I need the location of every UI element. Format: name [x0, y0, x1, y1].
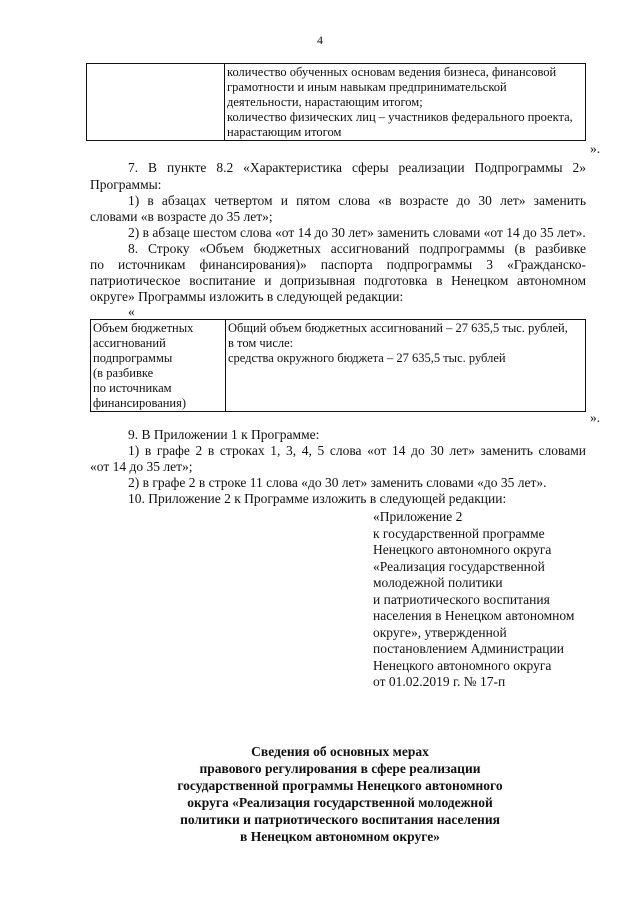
- title-line: округа «Реализация государственной молодежной: [187, 795, 493, 810]
- top-table-line: нарастающим итогом: [227, 125, 342, 139]
- budget-value-line: Общий объем бюджетных ассигнований – 27 635,5 тыс. рублей,: [228, 321, 568, 335]
- paragraph-8-line-2: по источникам финансирования)» паспорта подпрограммы 3 «Гражданско-: [90, 257, 586, 272]
- budget-table-right-cell: [226, 320, 586, 412]
- appendix-header-line: «Приложение 2: [373, 509, 463, 524]
- paragraph-7-1-line-1: 1) в абзацах четвертом и пятом слова «в возрасте до 30 лет» заменить: [128, 193, 586, 208]
- appendix-header-line: молодежной политики: [373, 575, 503, 590]
- open-quote: «: [128, 304, 135, 319]
- budget-table: [90, 319, 586, 412]
- paragraph-7-line-1: 7. В пункте 8.2 «Характеристика сферы реализации Подпрограммы 2»: [128, 160, 586, 175]
- appendix-header-line: и патриотического воспитания: [373, 591, 550, 607]
- appendix-header-line: к государственной программе: [373, 525, 545, 541]
- paragraph-8-line-4: округе» Программы изложить в следующей редакции:: [90, 289, 404, 304]
- paragraph-8-line-1: 8. Строку «Объем бюджетных ассигнований подпрограммы (в разбивке: [128, 241, 586, 256]
- paragraph-10: 10. Приложение 2 к Программе изложить в следующей редакции:: [128, 491, 507, 506]
- title-line: политики и патриотического воспитания населения: [180, 812, 500, 827]
- top-table-left-cell: [87, 64, 225, 141]
- budget-value-line: средства окружного бюджета – 27 635,5 тыс. рублей: [228, 351, 506, 365]
- title-line: Сведения об основных мерах: [251, 744, 429, 759]
- appendix-header-line: от 01.02.2019 г. № 17-п: [373, 674, 506, 689]
- top-table-line: грамотности и иным навыкам предпринимательской: [227, 80, 507, 94]
- paragraph-7-1-line-2: словами «в возрасте до 35 лет»;: [90, 209, 273, 224]
- paragraph-7-line-2: Программы:: [90, 177, 162, 192]
- paragraph-9-2: 2) в графе 2 в строке 11 слова «до 30 лет» заменить словами «до 35 лет».: [128, 475, 547, 490]
- paragraph-7-2: 2) в абзаце шестом слова «от 14 до 30 лет» заменить словами «от 14 до 35 лет».: [128, 225, 586, 240]
- paragraph-9-1-line-2: «от 14 до 35 лет»;: [90, 459, 193, 474]
- top-table-closing: ».: [590, 141, 601, 156]
- appendix-header-line: Ненецкого автономного округа: [373, 657, 552, 673]
- budget-label-line: финансирования): [93, 396, 187, 410]
- budget-label-line: (в разбивке: [93, 366, 154, 380]
- title-line: в Ненецком автономном округе»: [240, 829, 440, 844]
- appendix-header-line: населения в Ненецком автономном: [373, 608, 575, 623]
- document-title: [60, 743, 620, 845]
- paragraph-8-line-3: патриотическое воспитание и допризывная подготовка в Ненецком автономном: [90, 273, 586, 288]
- budget-table-left-cell: [91, 320, 226, 412]
- budget-table-closing: ».: [590, 410, 601, 425]
- appendix-header-line: Ненецкого автономного округа: [373, 542, 552, 557]
- appendix-header-line: «Реализация государственной: [373, 558, 545, 574]
- budget-label-line: ассигнований: [93, 336, 166, 350]
- paragraph-9-1-line-1: 1) в графе 2 в строках 1, 3, 4, 5 слова «от 14 до 30 лет» заменить словами: [128, 443, 586, 458]
- top-table-line: деятельности, нарастающим итогом;: [227, 95, 423, 109]
- budget-value-line: в том числе:: [228, 336, 294, 350]
- appendix-header-line: округе», утвержденной: [373, 624, 507, 640]
- page-number: 4: [317, 33, 323, 47]
- top-table-right-cell: [225, 64, 586, 141]
- budget-label-line: Объем бюджетных: [93, 321, 194, 335]
- title-line: государственной программы Ненецкого автономного: [177, 778, 503, 793]
- budget-label-line: по источникам: [93, 381, 172, 395]
- top-table-line: количество физических лиц – участников федерального проекта,: [227, 110, 573, 124]
- top-table-line: количество обученных основам ведения бизнеса, финансовой: [227, 65, 557, 79]
- paragraph-9: 9. В Приложении 1 к Программе:: [128, 427, 320, 442]
- appendix-header-line: постановлением Администрации: [373, 641, 564, 656]
- appendix-header: [373, 509, 613, 691]
- budget-label-line: подпрограммы: [93, 351, 173, 365]
- title-line: правового регулирования в сфере реализации: [199, 761, 481, 776]
- top-table: [86, 63, 586, 141]
